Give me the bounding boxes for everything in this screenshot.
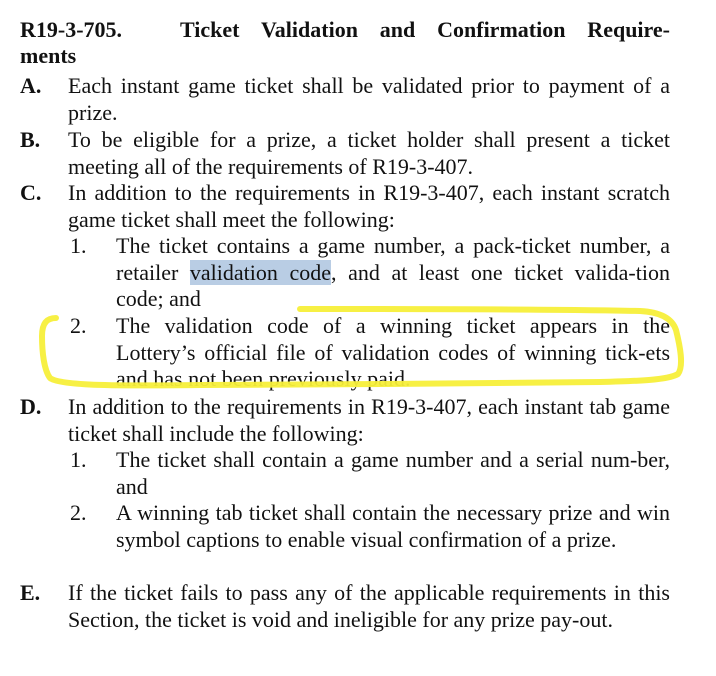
- section-b-text: To be eligible for a prize, a ticket holder shall present a ticket meeting all of the requirements of R19-3-407.: [68, 127, 670, 179]
- section-title-line2: ments: [20, 43, 77, 68]
- section-c-text: In addition to the requirements in R19-3-407, each instant scratch game ticket shall meet the following:: [68, 180, 670, 232]
- section-c-item-2-label: 2.: [70, 313, 87, 338]
- section-a-text: Each instant game ticket shall be validated prior to payment of a prize.: [68, 73, 670, 125]
- section-title-line1: Ticket Validation and Confirmation Require-: [180, 17, 670, 42]
- section-d-item-1-label: 1.: [70, 447, 87, 472]
- section-d-label: D.: [20, 394, 42, 419]
- section-d-item-2-label: 2.: [70, 500, 87, 525]
- section-c-item-1-label: 1.: [70, 233, 87, 258]
- item-text-after: , and at least one ticket valida-tion code; and: [116, 259, 670, 311]
- section-e-text: If the ticket fails to pass any of the applicable requirements in this Section, the ticket is void and ineligible for any prize pay-out.: [68, 580, 670, 632]
- section-c-label: C.: [20, 180, 42, 205]
- section-e-label: E.: [20, 580, 41, 605]
- section-c-item-2-text: The validation code of a winning ticket appears in the Lottery’s official file of validation codes of winning tick-ets and has not been previously paid.: [116, 313, 670, 391]
- section-d-item-2-text: A winning tab ticket shall contain the necessary prize and win symbol captions to enable visual confirmation of a prize.: [116, 500, 670, 552]
- section-number: R19-3-705.: [20, 17, 123, 42]
- highlighted-selection: validation code: [189, 259, 331, 285]
- section-b-label: B.: [20, 127, 41, 152]
- section-d-item-1-text: The ticket shall contain a game number and a serial num-ber, and: [116, 447, 670, 499]
- section-d-text: In addition to the requirements in R19-3-407, each instant tab game ticket shall include the following:: [68, 394, 670, 446]
- item-text-before: The ticket contains a game number, a pack-ticket number, a retailer: [116, 233, 670, 285]
- section-a-label: A.: [20, 73, 42, 98]
- section-c-item-1-text: [116, 233, 670, 313]
